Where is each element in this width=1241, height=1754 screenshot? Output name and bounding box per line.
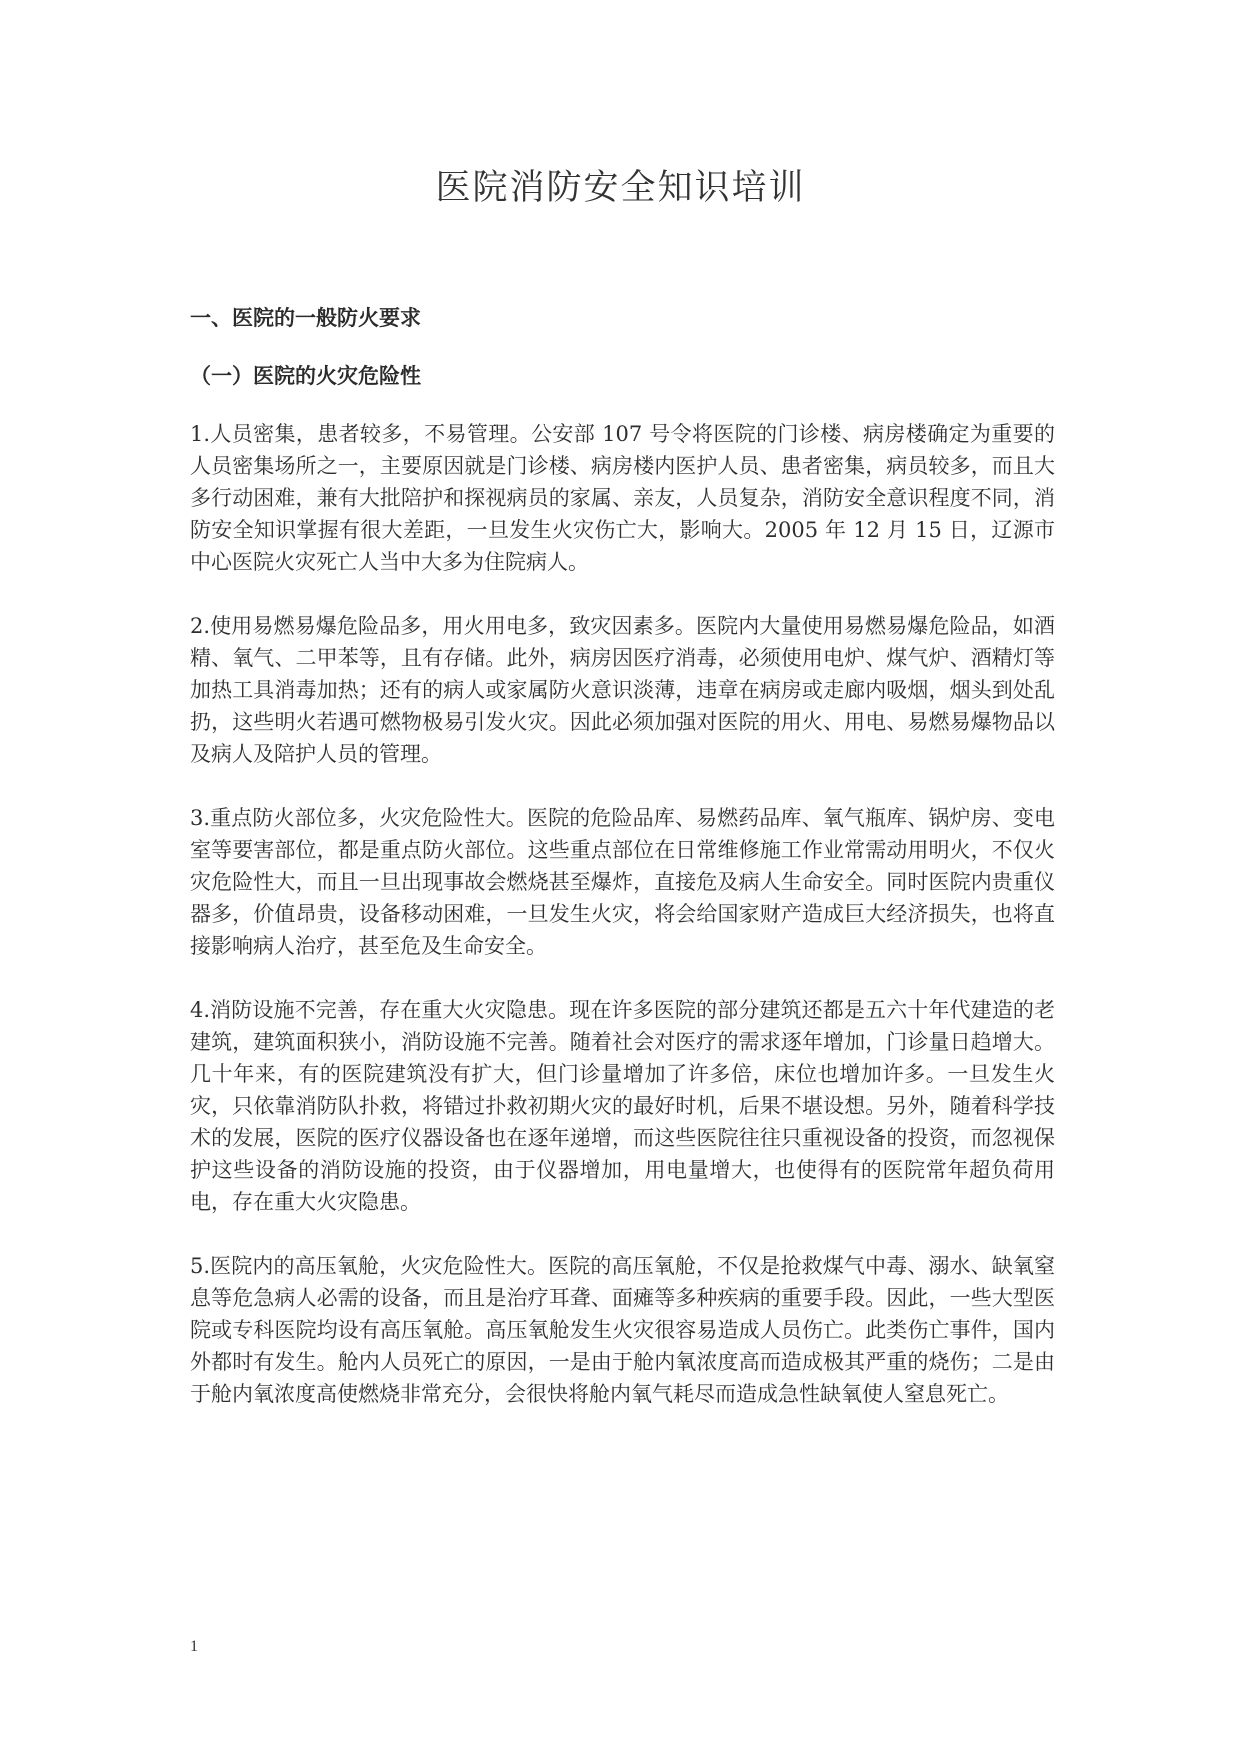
section-heading: 一、医院的一般防火要求: [190, 306, 421, 330]
paragraph-2: 2.使用易燃易爆危险品多，用火用电多，致灾因素多。医院内大量使用易燃易爆危险品，如酒精、氧气、二甲苯等，且有存储。此外，病房因医疗消毒，必须使用电炉、煤气炉、酒精灯等加热工具消毒加热；还有的病人或家属防火意识淡薄，违章在病房或走廊内吸烟，烟头到处乱扔，这些明火若遇可燃物极易引发火灾。因此必须加强对医院的用火、用电、易燃易爆物品以及病人及陪护人员的管理。: [190, 614, 1055, 766]
subsection-heading: （一）医院的火灾危险性: [190, 364, 421, 388]
page-number: 1: [190, 1638, 198, 1655]
document-body: [190, 302, 1055, 1442]
paragraph-3: 3.重点防火部位多，火灾危险性大。医院的危险品库、易燃药品库、氧气瓶库、锅炉房、变电室等要害部位，都是重点防火部位。这些重点部位在日常维修施工作业常需动用明火，不仅火灾危险性大，而且一旦出现事故会燃烧甚至爆炸，直接危及病人生命安全。同时医院内贵重仪器多，价值昂贵，设备移动困难，一旦发生火灾，将会给国家财产造成巨大经济损失，也将直接影响病人治疗，甚至危及生命安全。: [190, 806, 1055, 958]
document-title: 医院消防安全知识培训: [435, 168, 806, 208]
paragraph-5: 5.医院内的高压氧舱，火灾危险性大。医院的高压氧舱，不仅是抢救煤气中毒、溺水、缺氧窒息等危急病人必需的设备，而且是治疗耳聋、面瘫等多种疾病的重要手段。因此，一些大型医院或专科医院均设有高压氧舱。高压氧舱发生火灾很容易造成人员伤亡。此类伤亡事件，国内外都时有发生。舱内人员死亡的原因，一是由于舱内氧浓度高而造成极其严重的烧伤；二是由于舱内氧浓度高使燃烧非常充分，会很快将舱内氧气耗尽而造成急性缺氧使人窒息死亡。: [190, 1254, 1055, 1406]
paragraph-4: 4.消防设施不完善，存在重大火灾隐患。现在许多医院的部分建筑还都是五六十年代建造的老建筑，建筑面积狭小，消防设施不完善。随着社会对医疗的需求逐年增加，门诊量日趋增大。几十年来，有的医院建筑没有扩大，但门诊量增加了许多倍，床位也增加许多。一旦发生火灾，只依靠消防队扑救，将错过扑救初期火灾的最好时机，后果不堪设想。另外，随着科学技术的发展，医院的医疗仪器设备也在逐年递增，而这些医院往往只重视设备的投资，而忽视保护这些设备的消防设施的投资，由于仪器增加，用电量增大，也使得有的医院常年超负荷用电，存在重大火灾隐患。: [190, 998, 1055, 1214]
paragraph-1: 1.人员密集，患者较多，不易管理。公安部 107 号令将医院的门诊楼、病房楼确定为重要的人员密集场所之一，主要原因就是门诊楼、病房楼内医护人员、患者密集，病员较多，而且大多行动困难，兼有大批陪护和探视病员的家属、亲友，人员复杂，消防安全意识程度不同，消防安全知识掌握有很大差距，一旦发生火灾伤亡大，影响大。2005 年 12 月 15 日，辽源市中心医院火灾死亡人当中大多为住院病人。: [190, 422, 1055, 574]
